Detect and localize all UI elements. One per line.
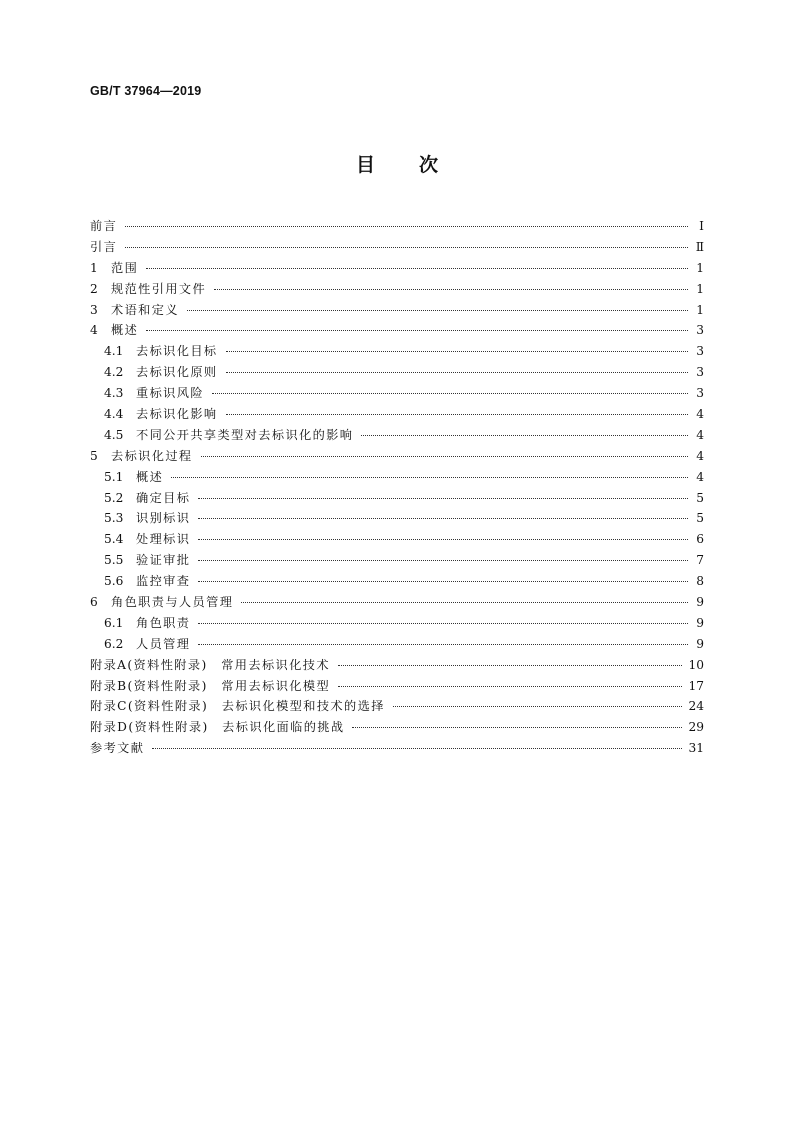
toc-entry[interactable] <box>90 738 704 759</box>
toc-entry-number: 4.2 <box>104 365 124 380</box>
toc-entry[interactable] <box>90 529 704 550</box>
toc-entry-number: 5.4 <box>104 532 124 547</box>
toc-entry-number: 6 <box>90 595 98 610</box>
toc-entry-page: 7 <box>696 553 704 568</box>
toc-entry[interactable] <box>90 696 704 717</box>
toc-entry-page: 1 <box>696 281 704 296</box>
toc-dot-leader <box>361 435 688 436</box>
toc-entry-number: 4.5 <box>104 427 124 442</box>
toc-dot-leader <box>198 560 688 561</box>
toc-entry[interactable] <box>90 613 704 634</box>
toc-dot-leader <box>198 498 688 499</box>
toc-entry[interactable] <box>90 717 704 738</box>
toc-entry-page: Ⅰ <box>699 219 704 233</box>
toc-entry-label: 去标识化原则 <box>136 365 218 380</box>
toc-entry-page: 4 <box>696 407 704 422</box>
toc-entry[interactable] <box>90 592 704 613</box>
toc-entry-page: 9 <box>696 615 704 630</box>
toc-entry-page: 5 <box>696 490 704 505</box>
toc-entry-number: 6.1 <box>104 615 124 630</box>
toc-dot-leader <box>146 330 688 331</box>
toc-entry-label: 不同公开共享类型对去标识化的影响 <box>136 427 354 442</box>
toc-entry[interactable] <box>90 216 704 237</box>
toc-entry-page: 3 <box>696 386 704 401</box>
toc-dot-leader <box>198 623 688 624</box>
toc-entry-number: 2 <box>90 281 98 296</box>
toc-entry[interactable] <box>90 320 704 341</box>
toc-entry-page: 3 <box>696 365 704 380</box>
toc-dot-leader <box>338 686 682 687</box>
toc-entry[interactable] <box>90 467 704 488</box>
toc-entry-page: 10 <box>688 657 704 672</box>
toc-dot-leader <box>226 372 688 373</box>
toc-title-char-1: 目 <box>355 154 375 176</box>
toc-entry-label: 去标识化影响 <box>136 407 218 422</box>
toc-entry[interactable] <box>90 237 704 258</box>
toc-entry[interactable] <box>90 341 704 362</box>
toc-dot-leader <box>352 727 682 728</box>
toc-entry-label: 规范性引用文件 <box>111 281 207 296</box>
toc-entry-label: 附录A(资料性附录) 常用去标识化技术 <box>90 657 330 672</box>
toc-entry-page: 24 <box>688 699 704 714</box>
toc-entry-label: 验证审批 <box>136 553 191 568</box>
toc-entry-number: 5.5 <box>104 553 124 568</box>
toc-dot-leader <box>125 226 688 227</box>
toc-entry[interactable] <box>90 446 704 467</box>
toc-entry-number: 1 <box>90 260 98 275</box>
toc-entry-label: 附录B(资料性附录) 常用去标识化模型 <box>90 678 331 693</box>
toc-entry-page: 4 <box>696 427 704 442</box>
toc-entry-page: 3 <box>696 344 704 359</box>
toc-entry-page: 8 <box>696 574 704 589</box>
toc-entry-label: 范围 <box>111 260 139 275</box>
toc-entry-number: 5.2 <box>104 490 124 505</box>
toc-entry[interactable] <box>90 634 704 655</box>
toc-entry-label: 术语和定义 <box>111 302 179 317</box>
toc-entry-label: 人员管理 <box>136 636 191 651</box>
toc-entry-label: 参考文献 <box>90 741 145 756</box>
toc-dot-leader <box>198 644 688 645</box>
toc-entry-number: 4.4 <box>104 407 124 422</box>
toc-dot-leader <box>393 706 683 707</box>
toc-entry-page: 4 <box>696 448 704 463</box>
toc-dot-leader <box>226 351 688 352</box>
toc-dot-leader <box>338 665 683 666</box>
toc-entry[interactable] <box>90 404 704 425</box>
toc-entry-number: 5.1 <box>104 469 124 484</box>
toc-title-char-2: 次 <box>419 154 439 176</box>
toc-entry-page: 17 <box>688 678 704 693</box>
toc-entry-label: 概述 <box>136 469 164 484</box>
toc-entry-label: 确定目标 <box>136 490 191 505</box>
toc-entry-label: 去标识化目标 <box>136 344 218 359</box>
toc-entry-label: 前言 <box>90 219 118 233</box>
toc-entry-number: 4.1 <box>104 344 124 359</box>
toc-entry-page: 9 <box>696 595 704 610</box>
toc-entry-label: 去标识化过程 <box>111 448 193 463</box>
toc-entry[interactable] <box>90 508 704 529</box>
toc-entry-page: 3 <box>696 323 704 338</box>
toc-entry-page: 31 <box>688 741 704 756</box>
toc-entry-page: 5 <box>696 511 704 526</box>
toc-entry-number: 3 <box>90 302 98 317</box>
toc-entry-label: 处理标识 <box>136 532 191 547</box>
toc-entry[interactable] <box>90 362 704 383</box>
toc-entry[interactable] <box>90 425 704 446</box>
toc-entry[interactable] <box>90 550 704 571</box>
toc-dot-leader <box>226 414 688 415</box>
toc-entry-number: 6.2 <box>104 636 124 651</box>
toc-entry-label: 附录C(资料性附录) 去标识化模型和技术的选择 <box>90 699 385 714</box>
toc-entry[interactable] <box>90 676 704 697</box>
toc-dot-leader <box>146 268 688 269</box>
toc-entry-page: 4 <box>696 469 704 484</box>
toc-entry-page: 1 <box>696 302 704 317</box>
toc-entry-label: 附录D(资料性附录) 去标识化面临的挑战 <box>90 720 345 735</box>
toc-dot-leader <box>198 539 688 540</box>
toc-entry-number: 4 <box>90 323 98 338</box>
toc-entry-label: 引言 <box>90 239 118 254</box>
toc-entry[interactable] <box>90 488 704 509</box>
document-standard-id: GB/T 37964—2019 <box>90 84 202 98</box>
toc-dot-leader <box>198 518 688 519</box>
toc-entry-number: 5.3 <box>104 511 124 526</box>
toc-entry-page: 6 <box>696 532 704 547</box>
toc-dot-leader <box>171 477 688 478</box>
toc-entry[interactable] <box>90 279 704 300</box>
toc-entry[interactable] <box>90 655 704 676</box>
toc-entry[interactable] <box>90 383 704 404</box>
table-of-contents <box>90 216 704 759</box>
toc-dot-leader <box>187 310 688 311</box>
toc-entry-label: 角色职责 <box>136 615 191 630</box>
toc-dot-leader <box>125 247 688 248</box>
toc-dot-leader <box>152 748 682 749</box>
toc-title <box>0 150 794 177</box>
toc-entry-label: 角色职责与人员管理 <box>111 595 234 610</box>
toc-dot-leader <box>241 602 688 603</box>
toc-entry-label: 重标识风险 <box>136 386 204 401</box>
toc-entry-label: 识别标识 <box>136 511 191 526</box>
toc-entry-number: 5.6 <box>104 574 124 589</box>
toc-dot-leader <box>201 456 688 457</box>
toc-entry[interactable] <box>90 571 704 592</box>
toc-entry-number: 4.3 <box>104 386 124 401</box>
toc-dot-leader <box>214 289 688 290</box>
toc-entry[interactable] <box>90 300 704 321</box>
toc-entry-number: 5 <box>90 448 98 463</box>
toc-entry-page: Ⅱ <box>695 239 704 254</box>
toc-entry-page: 1 <box>696 260 704 275</box>
toc-dot-leader <box>212 393 688 394</box>
toc-entry-page: 9 <box>696 636 704 651</box>
toc-entry-label: 概述 <box>111 323 139 338</box>
toc-entry-label: 监控审查 <box>136 574 191 589</box>
toc-entry[interactable] <box>90 258 704 279</box>
toc-entry-page: 29 <box>688 720 704 735</box>
toc-dot-leader <box>198 581 688 582</box>
